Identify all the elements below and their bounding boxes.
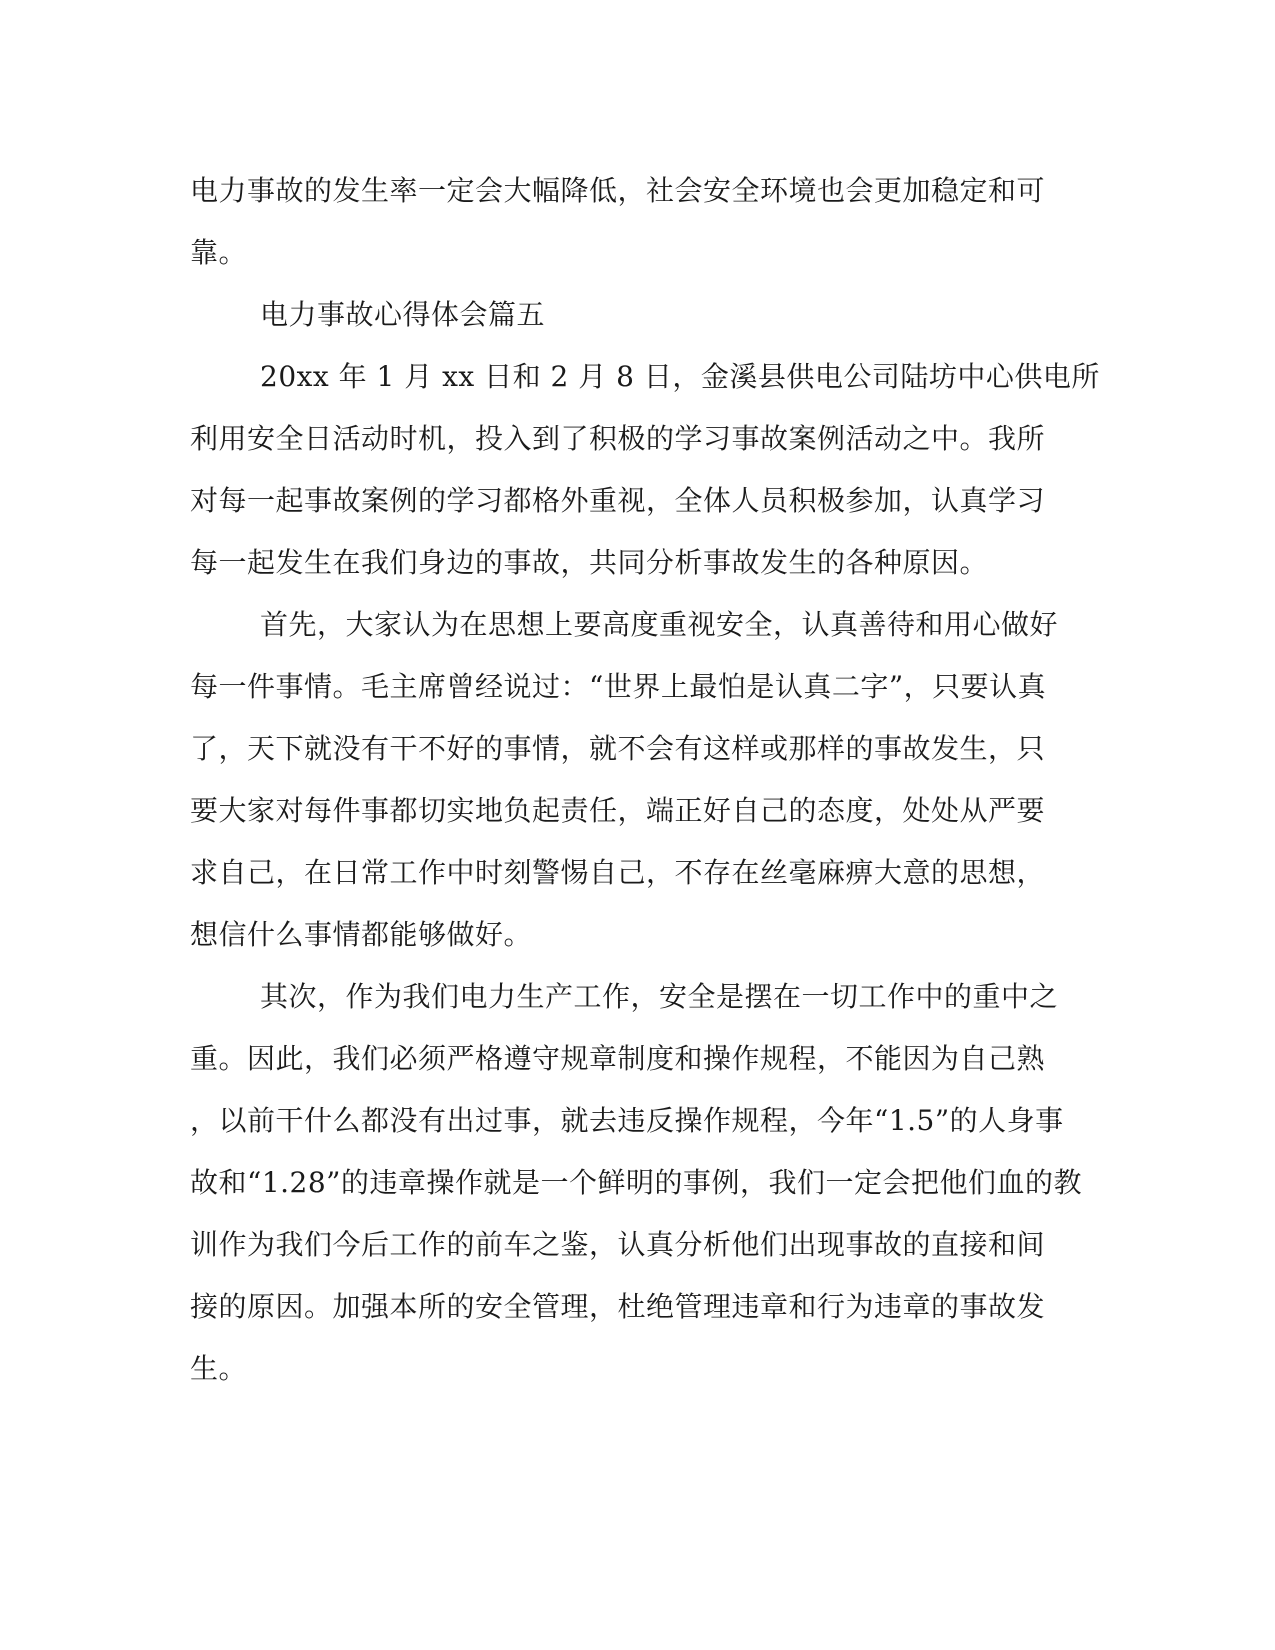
body-line: 生。 <box>190 1352 248 1385</box>
section-heading: 电力事故心得体会篇五 <box>260 298 546 331</box>
body-line: 重。因此，我们必须严格遵守规章制度和操作规程，不能因为自己熟 <box>190 1042 1046 1075</box>
body-line: ，以前干什么都没有出过事，就去违反操作规程，今年“1.5”的人身事 <box>190 1104 1064 1137</box>
document-body <box>190 160 1100 1400</box>
body-line: 接的原因。加强本所的安全管理，杜绝管理违章和行为违章的事故发 <box>190 1290 1046 1323</box>
body-line: 每一起发生在我们身边的事故，共同分析事故发生的各种原因。 <box>190 546 989 579</box>
body-line: 求自己，在日常工作中时刻警惕自己，不存在丝毫麻痹大意的思想， <box>190 856 1046 889</box>
body-line: 对每一起事故案例的学习都格外重视，全体人员积极参加，认真学习 <box>190 484 1046 517</box>
body-line: 其次，作为我们电力生产工作，安全是摆在一切工作中的重中之 <box>260 980 1059 1013</box>
body-line: 利用安全日活动时机，投入到了积极的学习事故案例活动之中。我所 <box>190 422 1046 455</box>
body-line: 靠。 <box>190 236 248 269</box>
body-line: 要大家对每件事都切实地负起责任，端正好自己的态度，处处从严要 <box>190 794 1046 827</box>
body-line: 了，天下就没有干不好的事情，就不会有这样或那样的事故发生，只 <box>190 732 1046 765</box>
body-line: 故和“1.28”的违章操作就是一个鲜明的事例，我们一定会把他们血的教 <box>190 1166 1082 1199</box>
body-line: 电力事故的发生率一定会大幅降低，社会安全环境也会更加稳定和可 <box>190 174 1046 207</box>
body-line: 想信什么事情都能够做好。 <box>190 918 533 951</box>
body-line: 训作为我们今后工作的前车之鉴，认真分析他们出现事故的直接和间 <box>190 1228 1046 1261</box>
body-line: 首先，大家认为在思想上要高度重视安全，认真善待和用心做好 <box>260 608 1059 641</box>
body-line: 每一件事情。毛主席曾经说过：“世界上最怕是认真二字”，只要认真 <box>190 670 1047 703</box>
body-line: 20xx 年 1 月 xx 日和 2 月 8 日，金溪县供电公司陆坊中心供电所 <box>260 360 1100 393</box>
